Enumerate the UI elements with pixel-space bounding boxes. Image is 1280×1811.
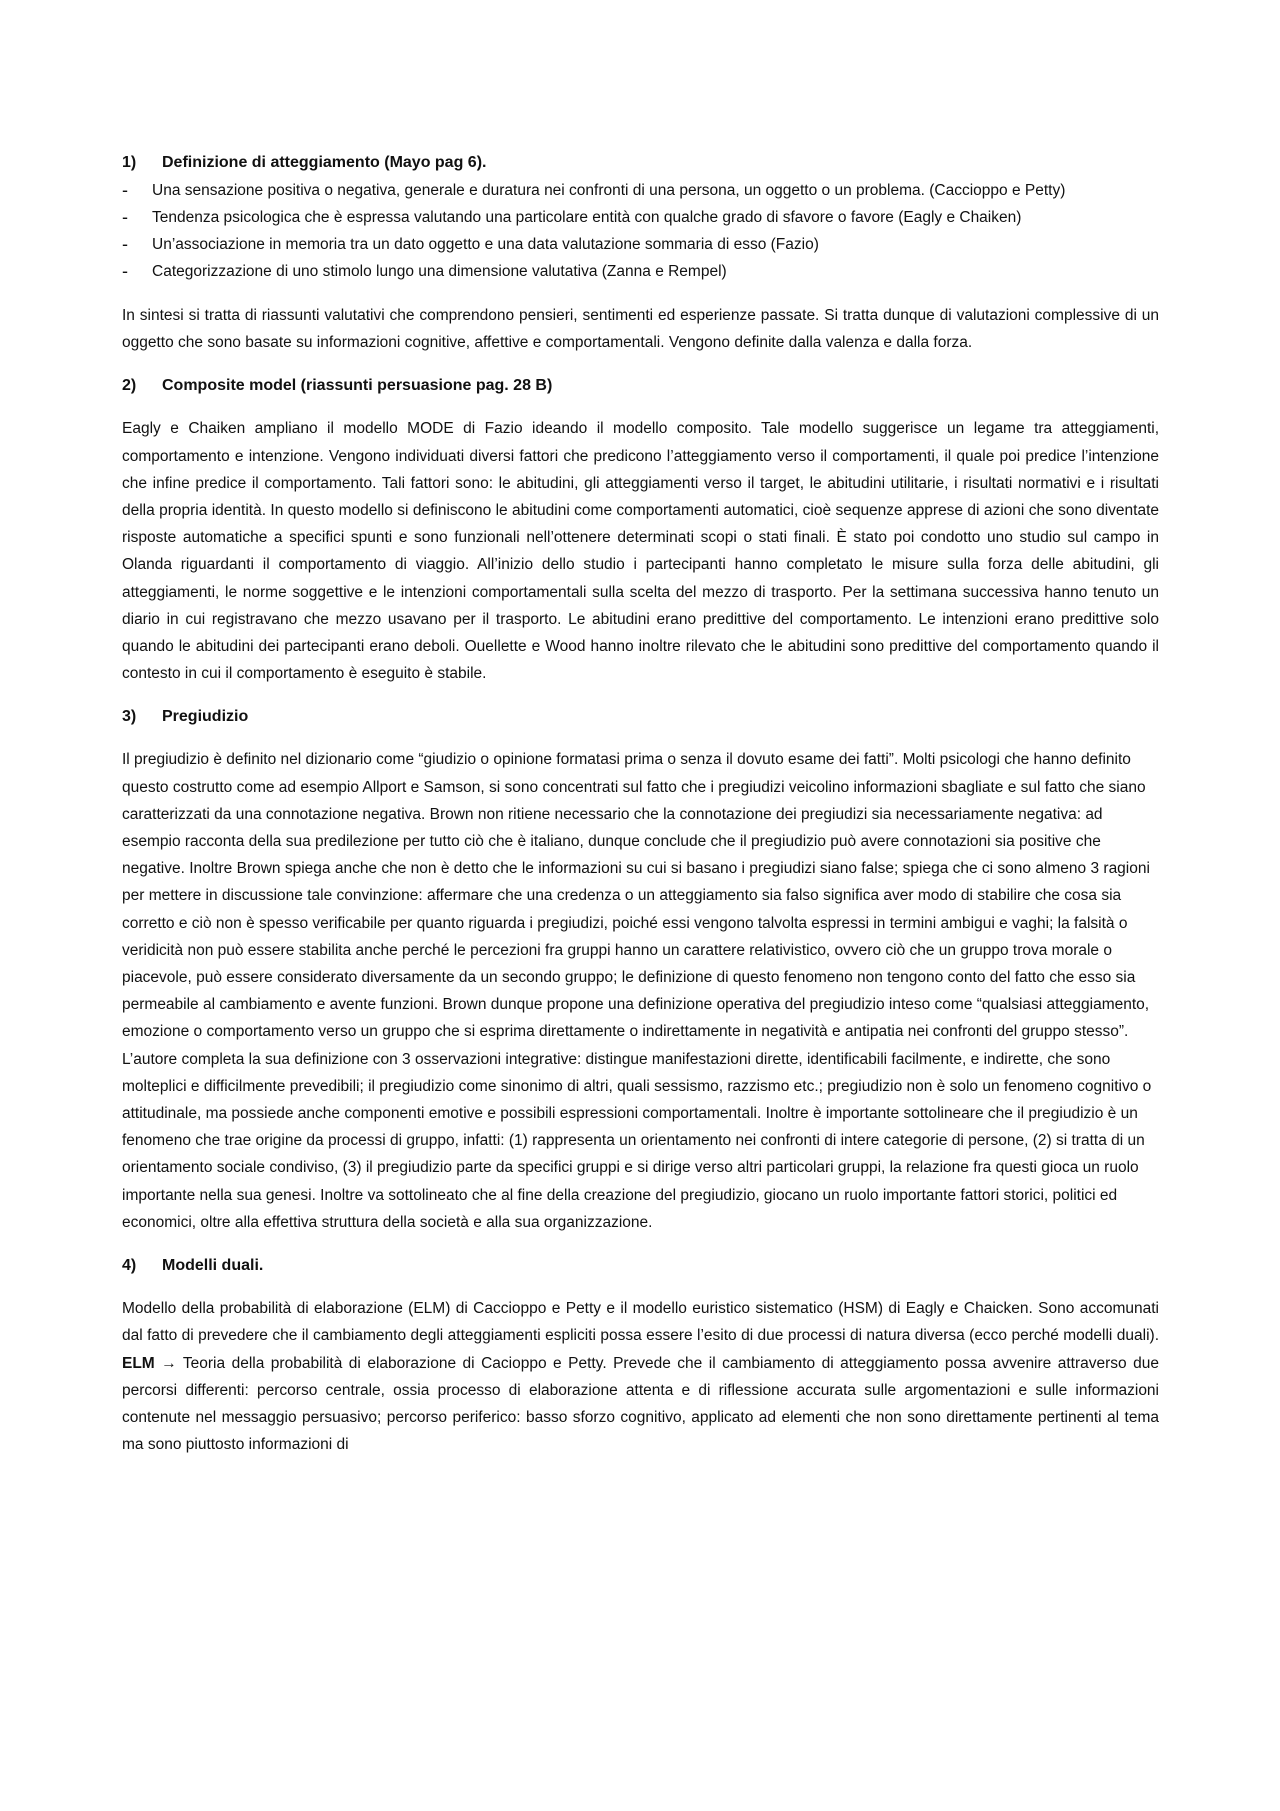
section-3-paragraph: Il pregiudizio è definito nel dizionario come “giudizio o opinione formatasi prima o senza il dovuto esame dei fatti”. Molti psicologi che hanno definito questo costrutto come ad esempio Allport e Samson, si sono concentrati sul fatto che i pregiudizi veicolino informazioni sbagliate e sul fatto che siano caratterizzati da una connotazione negativa. Brown non ritiene necessario che la connotazione dei pregiudizi sia necessariamente negativa: ad esempio racconta della sua predilezione per tutto ciò che è italiano, dunque conclude che il pregiudizio può avere connotazioni sia positive che negative. Inoltre Brown spiega anche che non è detto che le informazioni su cui si basano i pregiudizi siano false; spiega che ci sono almeno 3 ragioni per mettere in discussione tale convinzione: affermare che una credenza o un atteggiamento sia falso significa aver modo di stabilire che cosa sia corretto e ciò non è spesso verificabile per quanto riguarda i pregiudizi, poiché essi vengono talvolta espressi in termini ambigui e vaghi; la falsità o veridicità non può essere stabilita anche perché le percezioni fra gruppi hanno un carattere relativistico, ovvero ciò che un gruppo trova morale o piacevole, può essere considerato diversamente da un secondo gruppo; le definizione di questo fenomeno non tengono conto del fatto che esso sia permeabile al cambiamento e avente funzioni. Brown dunque propone una definizione operativa del pregiudizio inteso come “qualsiasi atteggiamento, emozione o comportamento verso un gruppo che si esprima direttamente o indirettamente in negatività e antipatia nei confronti del gruppo stesso”. L’autore completa la sua definizione con 3 osservazioni integrative: distingue manifestazioni dirette, identificabili facilmente, e indirette, che sono molteplici e difficilmente prevedibili; il pregiudizio come sinonimo di altri, quali sessismo, razzismo etc.; pregiudizio non è solo un fenomeno cognitivo o attitudinale, ma possiede anche componenti emotive e possibili espressioni comportamentali. Inoltre è importante sottolineare che il pregiudizio è un fenomeno che trae origine da processi di gruppo, infatti: (1) rappresenta un orientamento nei confronti di intere categorie di persone, (2) si tratta di un orientamento sociale condiviso, (3) il pregiudizio parte da specifici gruppi e si dirige verso altri particolari gruppi, la relazione fra questi gioca un ruolo importante nella sua genesi. Inoltre va sottolineato che al fine della creazione del pregiudizio, giocano un ruolo importante fattori storici, politici ed economici, oltre alla effettiva struttura della società e alla sua organizzazione. [122, 751, 1152, 1231]
elm-term: ELM [122, 1354, 155, 1372]
definition-list [122, 177, 1159, 285]
section-3-heading [122, 706, 1159, 728]
section-3-title: Pregiudizio [162, 708, 249, 726]
list-item [122, 177, 1159, 204]
list-item-text: Un’associazione in memoria tra un dato oggetto e una data valutazione sommaria di esso (Fazio) [152, 236, 819, 253]
section-4-paragraph [122, 1295, 1159, 1458]
section-1-paragraph: In sintesi si tratta di riassunti valutativi che comprendono pensieri, sentimenti ed esperienze passate. Si tratta dunque di valutazioni complessive di un oggetto che sono basate su informazioni cognitive, affettive e comportamentali. Vengono definite dalla valenza e dalla forza. [122, 307, 1159, 352]
section-3-number: 3) [122, 708, 137, 726]
section-2-title: Composite model (riassunti persuasione pag. 28 B) [162, 377, 553, 395]
section-1-number: 1) [122, 154, 137, 171]
bullet-dash: - [122, 234, 128, 254]
document-page [122, 152, 1159, 1458]
section-1-heading [122, 152, 1159, 174]
bullet-dash: - [122, 207, 128, 227]
section-4-number: 4) [122, 1257, 137, 1275]
section-2-number: 2) [122, 377, 137, 395]
list-item-text: Categorizzazione di uno stimolo lungo una dimensione valutativa (Zanna e Rempel) [152, 263, 727, 280]
section-2-heading [122, 375, 1159, 397]
arrow-right-icon: → [161, 1354, 177, 1372]
list-item-text: Tendenza psicologica che è espressa valutando una particolare entità con qualche grado di sfavore o favore (Eagly e Chaiken) [152, 209, 1022, 226]
section-4-heading [122, 1255, 1159, 1277]
list-item [122, 204, 1159, 231]
list-item [122, 258, 1159, 285]
bullet-dash: - [122, 261, 128, 281]
section-4-text-after: Teoria della probabilità di elaborazione di Cacioppo e Petty. Prevede che il cambiamento di atteggiamento possa avvenire attraverso due percorsi differenti: percorso centrale, ossia processo di elaborazione attenta e di riflessione accurata sulle argomentazioni e sulle informazioni contenute nel messaggio persuasivo; percorso periferico: basso sforzo cognitivo, applicato ad elementi che non sono direttamente pertinenti al tema ma sono piuttosto informazioni di [122, 1354, 1160, 1454]
section-1-title: Definizione di atteggiamento (Mayo pag 6). [162, 154, 487, 171]
list-item [122, 231, 1159, 258]
bullet-dash: - [122, 180, 128, 200]
list-item-text: Una sensazione positiva o negativa, generale e duratura nei confronti di una persona, un oggetto o un problema. (Caccioppo e Petty) [152, 182, 1066, 199]
section-4-text-before: Modello della probabilità di elaborazione (ELM) di Caccioppo e Petty e il modello euristico sistematico (HSM) di Eagly e Chaicken. Sono accomunati dal fatto di prevedere che il cambiamento degli atteggiamenti espliciti possa essere l’esito di due processi di natura diversa (ecco perché modelli duali). [122, 1300, 1159, 1345]
section-4-title: Modelli duali. [162, 1257, 264, 1275]
section-2-paragraph: Eagly e Chaiken ampliano il modello MODE di Fazio ideando il modello composito. Tale modello suggerisce un legame tra atteggiamenti, comportamento e intenzione. Vengono individuati diversi fattori che predicono l’atteggiamento verso il comportamenti, il quale poi predice l’intenzione che infine predice il comportamento. Tali fattori sono: le abitudini, gli atteggiamenti verso il target, le abitudini utilitarie, i risultati normativi e i risultati della propria identità. In questo modello si definiscono le abitudini come comportamenti automatici, cioè sequenze apprese di azioni che sono diventate risposte automatiche a specifici spunti e sono funzionali nell’ottenere determinati scopi o stati finali. È stato poi condotto uno studio sul campo in Olanda riguardanti il comportamento di viaggio. All’inizio dello studio i partecipanti hanno completato le misure sulla forza delle abitudini, gli atteggiamenti, le norme soggettive e le intenzioni comportamentali sulla scelta del mezzo di trasporto. Per la settimana successiva hanno tenuto un diario in cui registravano che mezzo usavano per il trasporto. Le abitudini erano predittive del comportamento. Le intenzioni erano predittive solo quando le abitudini dei partecipanti erano deboli. Ouellette e Wood hanno inoltre rilevato che le abitudini sono predittive del comportamento quando il contesto in cui il comportamento è eseguito è stabile. [122, 420, 1159, 683]
